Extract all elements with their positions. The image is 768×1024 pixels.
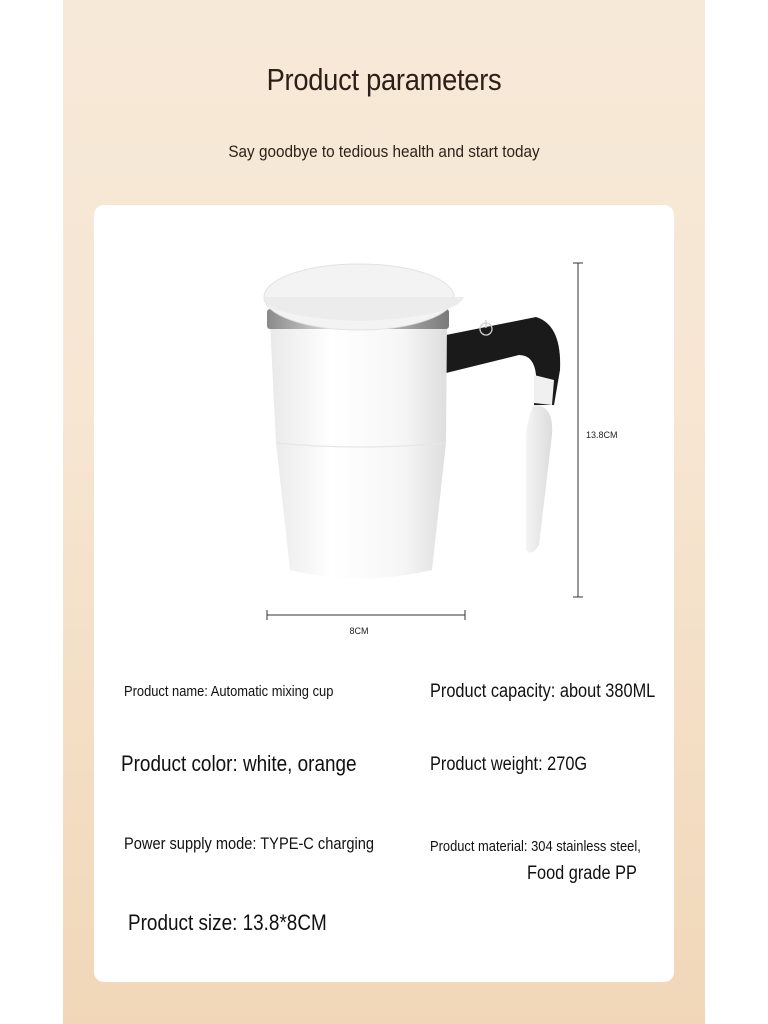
spec-material-line1: Product material: 304 stainless steel, (430, 838, 641, 855)
height-dimension (573, 263, 583, 597)
width-label: 8CM (349, 626, 369, 636)
spec-capacity: Product capacity: about 380ML (430, 681, 656, 702)
product-image (94, 205, 674, 665)
spec-product-name: Product name: Automatic mixing cup (124, 683, 334, 700)
page-title: Product parameters (266, 62, 502, 97)
spec-power: Power supply mode: TYPE-C charging (124, 834, 375, 853)
spec-card (94, 205, 674, 982)
spec-weight: Product weight: 270G (430, 754, 588, 775)
height-label: 13.8CM (586, 430, 618, 440)
width-dimension (267, 610, 465, 620)
mug-handle (446, 317, 560, 553)
mug-body (264, 264, 464, 579)
spec-size: Product size: 13.8*8CM (128, 910, 327, 935)
page-subtitle: Say goodbye to tedious health and start today (228, 142, 540, 161)
spec-material-line2: Food grade PP (527, 863, 637, 884)
spec-color: Product color: white, orange (121, 751, 357, 776)
